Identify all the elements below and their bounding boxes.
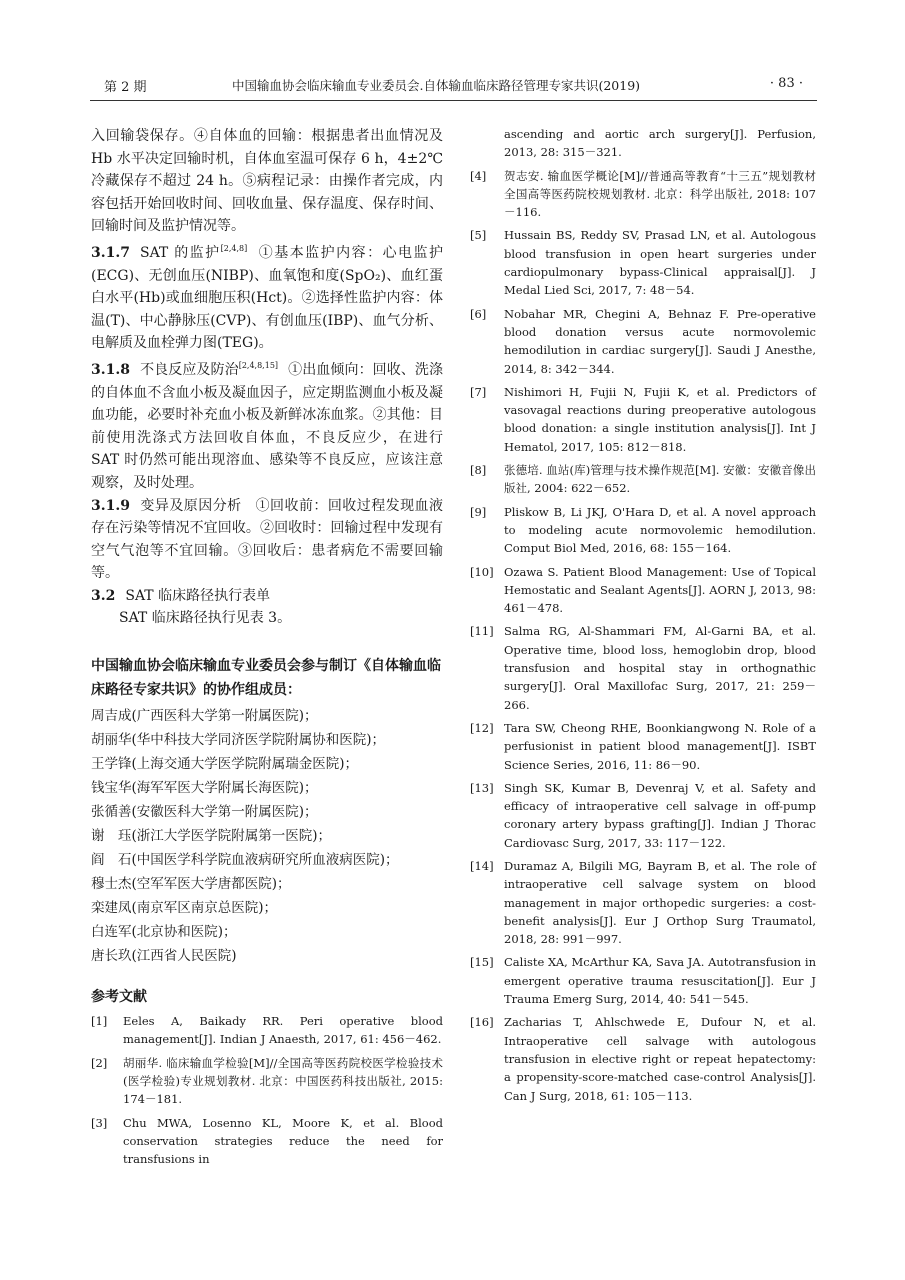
contributors-list xyxy=(91,704,443,968)
section-3-1-8 xyxy=(91,355,443,495)
reference-item xyxy=(470,779,816,852)
reference-text: Hussain BS, Reddy SV, Prasad LN, et al. Autologous blood transfusion in open heart surgeries under cardiopulmonary bypass-Clinical appraisal[J]. J Medal Lied Sci, 2017, 7: 48－54. xyxy=(504,228,816,298)
reference-item xyxy=(470,461,816,498)
intro-paragraph: 入回输袋保存。④自体血的回输：根据患者出血情况及 Hb 水平决定回输时机，自体血室温可保存 6 h，4±2℃冷藏保存不超过 24 h。⑤病程记录：由操作者完成，内容包括开始回收时间、回收血量、保存温度、保存时间、回输时间及监护情况等。 xyxy=(91,128,443,235)
contributor-item: 阎 石(中国医学科学院血液病研究所血液病医院)； xyxy=(91,852,399,869)
reference-item xyxy=(470,622,816,713)
reference-number: [8] xyxy=(470,463,487,478)
references-left xyxy=(91,1012,443,1168)
contributor-item: 唐长玖(江西省人民医院) xyxy=(91,948,237,965)
reference-number: [9] xyxy=(470,504,487,519)
reference-text: Zacharias T, Ahlschwede E, Dufour N, et al. Intraoperative cell salvage with autologous transfusion in elective right or repeat hepatectomy: a propensity-score-matched case-control Analysis[J]. Can J Surg, 2018, 61: 105－113. xyxy=(504,1015,816,1103)
right-column xyxy=(470,125,816,1110)
reference-item xyxy=(470,383,816,456)
reference-text: Nobahar MR, Chegini A, Behnaz F. Pre-operative blood donation versus acute normovolemic hemodilution in cardiac surgery[J]. Saudi J Anesthe, 2014, 8: 342－344. xyxy=(504,306,816,376)
running-header xyxy=(90,70,817,101)
reference-text: Duramaz A, Bilgili MG, Bayram B, et al. The role of intraoperative cell salvage system on blood management in major orthopedic surgeries: a cost-benefit analysis[J]. Eur J Orthop Surg Traumatol, 2018, 28: 991－997. xyxy=(504,858,816,947)
reference-item xyxy=(91,1114,443,1169)
contributor-item: 钱宝华(海军军医大学附属长海医院)； xyxy=(91,780,318,797)
section-body: ①回收前：回收过程发现血液存在污染等情况不宜回收。②回收时：回输过程中发现有空气气泡等不宜回输。③回收后：患者病危不需要回输等。 xyxy=(91,497,444,582)
section-3-2-body: SAT 临床路径执行见表 3。 xyxy=(119,610,292,627)
reference-text: 贺志安. 输血医学概论[M]//普通高等教育“十三五”规划教材全国高等医药院校规划教材. 北京：科学出版社, 2018: 107－116. xyxy=(504,168,816,220)
reference-text: Eeles A, Baikady RR. Peri operative blood management[J]. Indian J Anaesth, 2017, 61: 456－462. xyxy=(123,1014,443,1047)
section-body: ①出血倾向：回收、洗涤的自体血不含血小板及凝血因子，应定期监测血小板及凝血功能，必要时补充血小板及新鲜冰冻血浆。②其他：目前使用洗涤式方法回收自体血，不良反应少，在进行 SAT 时仍然可能出现溶血、感染等不良反应，应该注意观察，及时处理。 xyxy=(91,361,444,491)
contributor-item: 栾建凤(南京军区南京总医院)； xyxy=(91,900,278,917)
reference-number: [12] xyxy=(470,720,494,735)
reference-text: Chu MWA, Losenno KL, Moore K, et al. Blood conservation strategies reduce the need for transfusions in xyxy=(123,1115,443,1167)
citation: [2,4,8,15] xyxy=(238,360,279,370)
contributor-item: 谢 珏(浙江大学医学院附属第一医院)； xyxy=(91,828,332,845)
section-3-1-7 xyxy=(91,238,443,355)
reference-text: Ozawa S. Patient Blood Management: Use of Topical Hemostatic and Sealant Agents[J]. AORN J, 2013, 98: 461－478. xyxy=(504,564,816,616)
contributor-item: 周吉成(广西医科大学第一附属医院)； xyxy=(91,708,318,725)
reference-text: Nishimori H, Fujii N, Fujii K, et al. Predictors of vasovagal reactions during preoperative autologous blood donation: a single institution analysis[J]. Int J Hematol, 2017, 105: 812－818. xyxy=(504,384,816,454)
reference-item xyxy=(470,503,816,558)
reference-text: 胡丽华. 临床输血学检验[M]//全国高等医药院校医学检验技术(医学检验)专业规划教材. 北京：中国医药科技出版社, 2015: 174－181. xyxy=(123,1055,443,1107)
references-heading: 参考文献 xyxy=(91,989,147,1006)
left-column xyxy=(91,125,443,1173)
citation: [2,4,8] xyxy=(220,243,248,253)
reference-number xyxy=(470,125,504,162)
page-number: · 83 · xyxy=(769,76,803,91)
reference-number: [15] xyxy=(470,955,494,970)
section-number: 3.1.9 xyxy=(91,497,130,514)
contributor-item: 穆士杰(空军军医大学唐都医院)； xyxy=(91,876,291,893)
reference-number: [10] xyxy=(470,564,494,579)
section-number: 3.1.7 xyxy=(91,244,130,261)
section-title: 变异及原因分析 xyxy=(139,497,242,514)
reference-number: [5] xyxy=(470,228,487,243)
reference-number: [11] xyxy=(470,624,494,639)
contributor-item: 王学锋(上海交通大学医学院附属瑞金医院)； xyxy=(91,756,359,773)
reference-number: [13] xyxy=(470,780,494,795)
reference-text: Tara SW, Cheong RHE, Boonkiangwong N. Role of a perfusionist in patient blood management[J]. ISBT Science Series, 2016, 11: 86－90. xyxy=(504,720,816,772)
reference-item xyxy=(91,1012,443,1049)
reference-number: [4] xyxy=(470,168,487,183)
reference-item xyxy=(470,305,816,378)
reference-text: ascending and aortic arch surgery[J]. Perfusion, 2013, 28: 315－321. xyxy=(504,127,816,160)
running-title: 中国输血协会临床输血专业委员会.自体输血临床路径管理专家共识(2019) xyxy=(232,78,641,93)
section-3-2-heading xyxy=(91,585,443,608)
reference-number: [1] xyxy=(91,1014,108,1029)
section-body: ①基本监护内容：心电监护(ECG)、无创血压(NIBP)、血氧饱和度(SpO₂)、血红蛋白水平(Hb)或血细胞压积(Hct)。②选择性监护内容：体温(T)、中心静脉压(CVP)、有创血压(IBP)、血气分析、电解质及血栓弹力图(TEG)。 xyxy=(91,244,444,352)
reference-text: Singh SK, Kumar B, Devenraj V, et al. Safety and efficacy of intraoperative cell salvage in off-pump coronary artery bypass grafting[J]. Indian J Thorac Cardiovasc Surg, 2017, 33: 117－122. xyxy=(504,780,816,850)
reference-item xyxy=(91,1054,443,1109)
section-number: 3.2 xyxy=(91,587,116,604)
section-3-1-9 xyxy=(91,495,443,585)
reference-number: [6] xyxy=(470,306,487,321)
section-number: 3.1.8 xyxy=(91,361,130,378)
reference-number: [2] xyxy=(91,1055,108,1070)
references-right xyxy=(470,125,816,1105)
reference-text: Pliskow B, Li JKJ, O'Hara D, et al. A novel approach to modeling acute normovolemic hemodilution. Comput Biol Med, 2016, 68: 155－164. xyxy=(504,504,816,556)
contributor-item: 胡丽华(华中科技大学同济医学院附属协和医院)； xyxy=(91,732,386,749)
reference-number: [16] xyxy=(470,1015,494,1030)
reference-item xyxy=(470,563,816,618)
reference-number: [7] xyxy=(470,384,487,399)
contributors-heading: 中国输血协会临床输血专业委员会参与制订《自体输血临床路径专家共识》的协作组成员： xyxy=(91,658,441,699)
reference-item xyxy=(470,1013,816,1104)
reference-item xyxy=(470,167,816,222)
section-title: SAT 临床路径执行表单 xyxy=(125,587,271,604)
section-title: SAT 的监护 xyxy=(139,244,221,261)
reference-text: Caliste XA, McArthur KA, Sava JA. Autotransfusion in emergent operative trauma resuscitation[J]. Eur J Trauma Emerg Surg, 2014, 40: 541－545. xyxy=(504,955,816,1007)
contributor-item: 白连军(北京协和医院)； xyxy=(91,924,237,941)
reference-text: 张德培. 血站(库)管理与技术操作规范[M]. 安徽：安徽音像出版社, 2004: 622－652. xyxy=(504,463,816,496)
reference-number: [14] xyxy=(470,858,494,873)
issue-number: 第 2 期 xyxy=(104,80,147,95)
reference-item xyxy=(470,719,816,774)
reference-item xyxy=(470,953,816,1008)
contributor-item: 张循善(安徽医科大学第一附属医院)； xyxy=(91,804,318,821)
reference-item xyxy=(470,125,816,162)
reference-number: [3] xyxy=(91,1115,108,1130)
reference-text: Salma RG, Al-Shammari FM, Al-Garni BA, et al. Operative time, blood loss, hemoglobin drop, blood transfusion and hospital stay in orthognathic surgery[J]. Oral Maxillofac Surg, 2017, 21: 259－266. xyxy=(504,624,816,712)
section-title: 不良反应及防治 xyxy=(139,361,239,378)
reference-item xyxy=(470,226,816,299)
reference-item xyxy=(470,857,816,948)
